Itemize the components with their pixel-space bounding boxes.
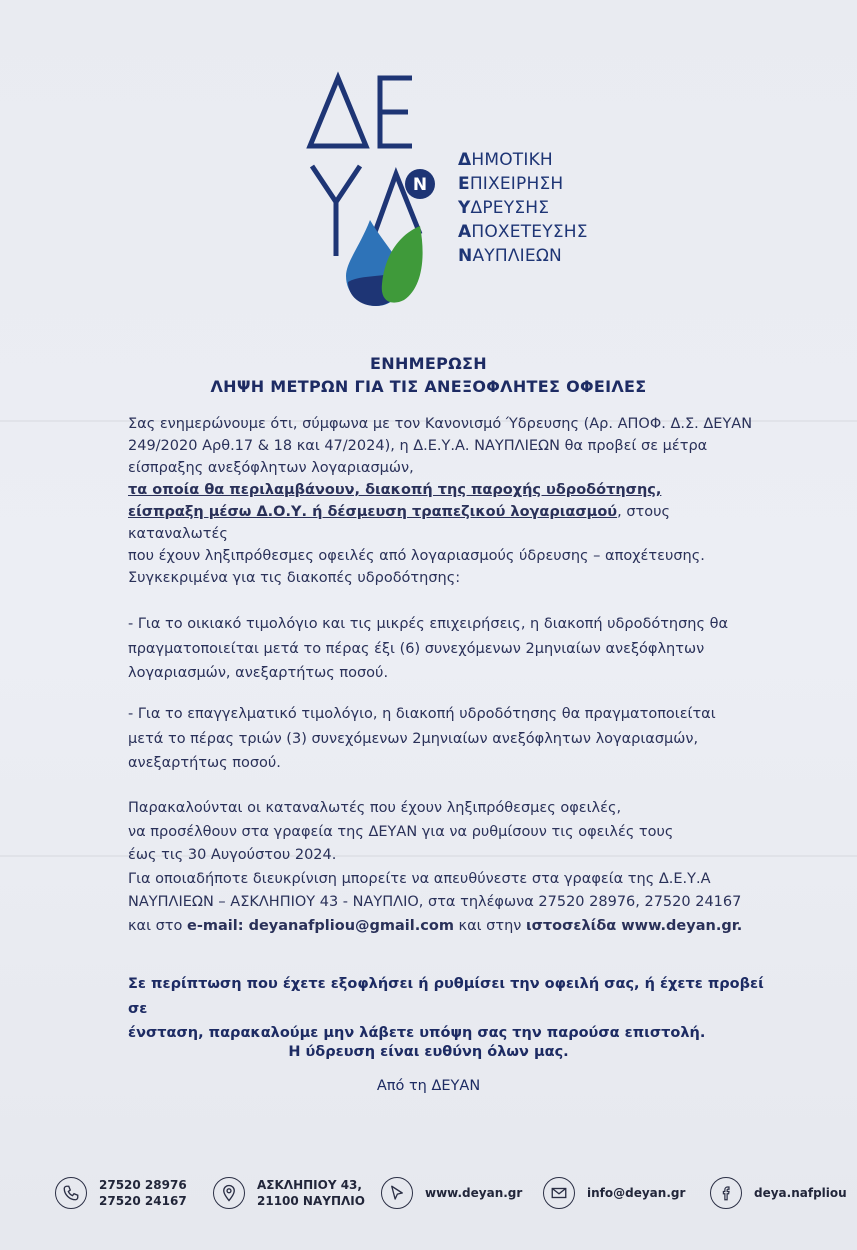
text-line: ανεξαρτήτως ποσού. [128, 755, 281, 771]
text-line: έως τις 30 Αυγούστου 2024. [128, 847, 337, 863]
paid-notice [128, 972, 768, 1046]
text-line: , στους καταναλωτές [128, 504, 671, 542]
address-line: ΑΣΚΛΗΠΙΟΥ 43, [257, 1178, 362, 1192]
contact-paragraph [128, 797, 768, 938]
text-line: 249/2020 Αρθ.17 & 18 και 47/2024), η Δ.Ε.Υ.Α. ΝΑΥΠΛΙΕΩΝ θα προβεί σε μέτρα [128, 438, 708, 454]
phone-icon [55, 1177, 87, 1209]
cursor-icon [381, 1177, 413, 1209]
text-line: Για οποιαδήποτε διευκρίνιση μπορείτε να απευθύνεστε στα γραφεία της Δ.Ε.Υ.Α [128, 870, 711, 887]
logo-company-name: ΔΗΜΟΤΙΚΗ ΕΠΙΧΕΙΡΗΣΗ ΥΔΡΕΥΣΗΣ ΑΠΟΧΕΤΕΥΣΗΣ ΝΑΥΠΛΙΕΩΝ [458, 150, 588, 266]
facebook-icon [710, 1177, 742, 1209]
email-text: info@deyan.gr [587, 1186, 686, 1200]
footer-address[interactable] [213, 1168, 365, 1218]
underlined-text: είσπραξη μέσω Δ.Ο.Υ. ή δέσμευση τραπεζικού λογαριασμού [128, 504, 618, 520]
text-line: Συγκεκριμένα για τις διακοπές υδροδότησης: [128, 570, 461, 586]
facebook-text: deya.nafpliou [754, 1186, 847, 1200]
text-line: και στην [453, 917, 526, 934]
deyan-logo [300, 70, 600, 310]
household-rule [128, 612, 768, 686]
text-line: πραγματοποιείται μετά το πέρας έξι (6) συνεχόμενων 2μηνιαίων ανεξόφλητων [128, 640, 705, 657]
contact-footer [0, 1168, 857, 1218]
phone-number: 27520 28976 [99, 1178, 187, 1192]
notice-title: ΕΝΗΜΕΡΩΣΗ [370, 354, 487, 373]
envelope-icon [543, 1177, 575, 1209]
text-line: και στο [128, 917, 188, 934]
text-line: - Για το οικιακό τιμολόγιο και τις μικρές επιχειρήσεις, η διακοπή υδροδότησης θα [128, 616, 729, 632]
text-line: Σας ενημερώνουμε ότι, σύμφωνα με τον Κανονισμό Ύδρευσης (Αρ. ΑΠΟΦ. Δ.Σ. ΔΕΥΑΝ [128, 416, 753, 432]
footer-email[interactable] [543, 1168, 685, 1218]
address-line: 21100 ΝΑΥΠΛΙΟ [257, 1194, 365, 1208]
text-line: Παρακαλούνται οι καταναλωτές που έχουν ληξιπρόθεσμες οφειλές, [128, 800, 622, 816]
text-line: να προσέλθουν στα γραφεία της ΔΕΥΑΝ για να ρυθμίσουν τις οφειλές τους [128, 823, 674, 840]
text-line: Σε περίπτωση που έχετε εξοφλήσει ή ρυθμίσει την οφειλή σας, ή έχετε προβεί σε [128, 976, 764, 1017]
footer-website[interactable] [381, 1168, 522, 1218]
location-pin-icon [213, 1177, 245, 1209]
text-line: είσπραξης ανεξόφλητων λογαριασμών, [128, 460, 414, 476]
text-line: ΝΑΥΠΛΙΕΩΝ – ΑΣΚΛΗΠΙΟΥ 43 - ΝΑΥΠΛΙΟ, στα τηλέφωνα 27520 28976, 27520 24167 [128, 894, 742, 910]
text-line: που έχουν ληξιπρόθεσμες οφειλές από λογαριασμούς ύδρευσης – αποχέτευσης. [128, 548, 705, 564]
website-text: www.deyan.gr [425, 1186, 523, 1200]
signature: Από τη ΔΕΥΑΝ [376, 1078, 481, 1094]
text-line: - Για το επαγγελματικό τιμολόγιο, η διακοπή υδροδότησης θα πραγματοποιείται [128, 706, 716, 722]
phone-number: 27520 24167 [99, 1194, 187, 1208]
professional-rule [128, 702, 768, 776]
slogan: Η ύδρευση είναι ευθύνη όλων μας. [288, 1044, 569, 1060]
text-line: μετά το πέρας τριών (3) συνεχόμενων 2μηνιαίων ανεξόφλητων λογαριασμών, [128, 730, 699, 747]
notice-subtitle: ΛΗΨΗ ΜΕΤΡΩΝ ΓΙΑ ΤΙΣ ΑΝΕΞΟΦΛΗΤΕΣ ΟΦΕΙΛΕΣ [210, 377, 647, 396]
intro-paragraph [128, 413, 768, 589]
text-line: ένσταση, παρακαλούμε μην λάβετε υπόψη σας την παρούσα επιστολή. [128, 1025, 706, 1041]
text-line: λογαριασμών, ανεξαρτήτως ποσού. [128, 665, 389, 681]
email-link[interactable]: e-mail: deyanafpliou@gmail.com [187, 917, 454, 934]
website-link[interactable]: ιστοσελίδα www.deyan.gr. [525, 917, 743, 934]
footer-phone[interactable] [55, 1168, 187, 1218]
underlined-text: τα οποία θα περιλαμβάνουν, διακοπή της παροχής υδροδότησης, [128, 482, 662, 498]
logo-mark [300, 70, 460, 310]
svg-text:N: N [412, 175, 428, 195]
footer-facebook[interactable] [710, 1168, 847, 1218]
